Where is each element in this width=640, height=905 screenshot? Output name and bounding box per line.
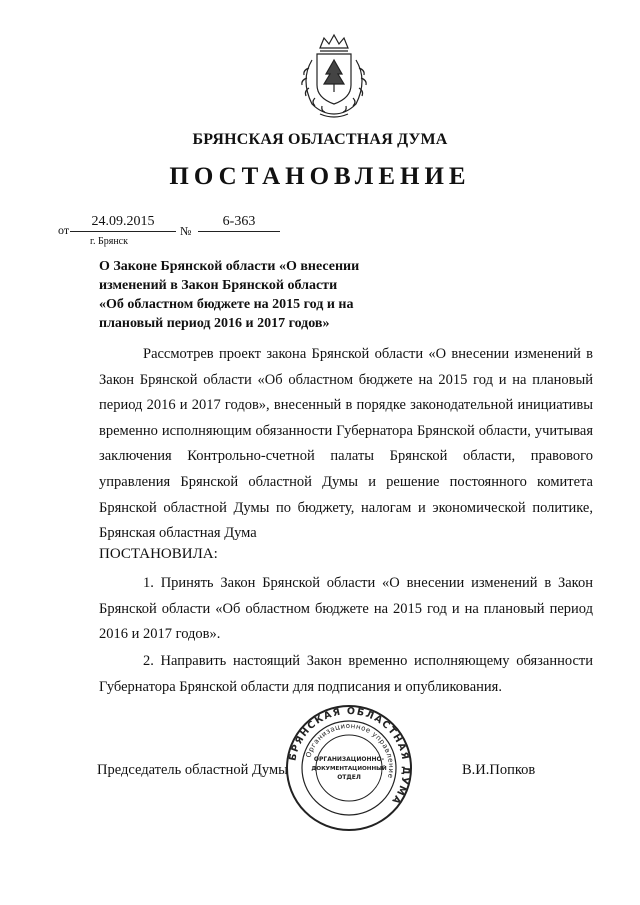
title-line: плановый период 2016 и 2017 годов» xyxy=(99,316,330,331)
resolution-item-1: 1. Принять Закон Брянской области «О внесении изменений в Закон Брянской области «Об областном бюджете на 2015 год и на плановый период 2016 и 2017 годов». xyxy=(99,575,593,643)
signatory-name: В.И.Попков xyxy=(462,762,536,778)
title-line: изменений в Закон Брянской области xyxy=(99,278,338,293)
city: г. Брянск xyxy=(90,236,128,247)
stamp-inner-text: Организационное управление xyxy=(304,721,396,780)
resolved-heading: ПОСТАНОВИЛА: xyxy=(99,546,218,562)
resolution-item-2: 2. Направить настоящий Закон временно исполняющему обязанности Губернатора Брянской области для подписания и опубликования. xyxy=(99,653,593,695)
document-number: 6-363 xyxy=(198,214,280,232)
stamp-center-line: ОРГАНИЗАЦИОННО- xyxy=(313,756,385,763)
document-title xyxy=(99,257,399,333)
title-line: «Об областном бюджете на 2015 год и на xyxy=(99,297,354,312)
preamble-paragraph: Рассмотрев проект закона Брянской области «О внесении изменений в Закон Брянской области «Об областном бюджете на 2015 год и на плановый период 2016 и 2017 годов», внесенный в порядке законодательной инициативы временно исполняющим обязанности Губернатора Брянской области, учитывая заключения Контрольно-счетной палаты Брянской области, правового управления Брянской областной Думы и решение постоянного комитета Брянской областной Думы по бюджету, налогам и экономической политике, Брянская областная Дума xyxy=(99,346,593,542)
organization-name: БРЯНСКАЯ ОБЛАСТНАЯ ДУМА xyxy=(192,131,448,148)
signatory-position: Председатель областной Думы xyxy=(97,762,288,778)
number-prefix: № xyxy=(180,224,192,238)
document-type: ПОСТАНОВЛЕНИЕ xyxy=(169,163,471,190)
date-prefix: от xyxy=(58,223,70,237)
title-line: О Законе Брянской области «О внесении xyxy=(99,259,360,274)
coat-of-arms-emblem xyxy=(290,30,378,120)
document-date: 24.09.2015 xyxy=(70,214,176,232)
official-stamp xyxy=(284,703,414,833)
stamp-outer-text: БРЯНСКАЯ ОБЛАСТНАЯ ДУМА xyxy=(287,705,412,807)
stamp-center-line: ДОКУМЕНТАЦИОННЫЙ xyxy=(311,766,387,772)
stamp-center-line: ОТДЕЛ xyxy=(337,774,361,781)
